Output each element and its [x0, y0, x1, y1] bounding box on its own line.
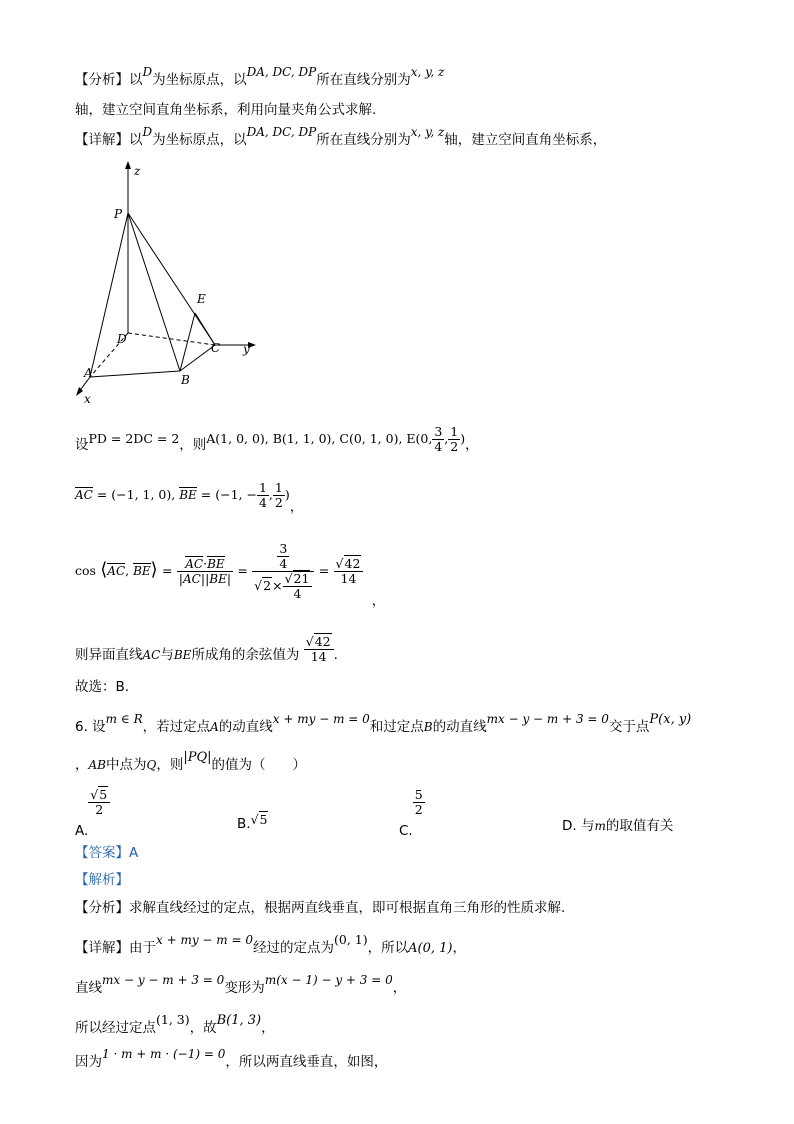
label-D: D: [117, 332, 127, 346]
line2-transform: 直线mx − y − m + 3 = 0变形为m(x − 1) − y + 3 = 0，: [75, 973, 407, 996]
cosine-formula: cos ⟨AC, BE⟩ = $\frac{AC\cdot BE}{|AC||BE|}$ = $\frac{3}{4}$ √2× $\frac{√21}{4}$ = $\frac{√42}{14}$ ，: [75, 540, 386, 609]
label-E: E: [197, 292, 206, 306]
detail-tag: 【详解】: [75, 132, 129, 148]
choose-line: 故选：B.: [75, 679, 130, 695]
label-P: P: [114, 207, 123, 221]
option-d[interactable]: D. 与m的取值有关: [562, 818, 674, 834]
option-c[interactable]: C. $\frac{5}{2}$: [399, 787, 423, 839]
option-a[interactable]: A. $\frac{√5}{2}$: [75, 788, 110, 817]
vectors-line: AC = (−1, 1, 0), BE = (−1, − $\frac{1}{4}$ , $\frac{1}{2}$ )，: [75, 479, 304, 515]
label-y: y: [243, 342, 250, 356]
label-C: C: [211, 341, 221, 355]
label-z: z: [134, 164, 141, 178]
setup-line: 设PD = 2DC = 2，则A(1, 0, 0), B(1, 1, 0), C(0, 1, 0), E(0, $\frac{3}{4}$ , $\frac{1}{2}$ )，: [75, 423, 479, 454]
label-x: x: [84, 392, 91, 406]
option-b[interactable]: B.√5: [237, 812, 268, 832]
question-6-line2: ，AB中点为Q，则|PQ|的值为（ ）: [75, 750, 306, 773]
analysis1-line2: 轴，建立空间直角坐标系，利用向量夹角公式求解.: [75, 102, 377, 118]
answer-line: 【答案】A: [75, 845, 139, 861]
jiexi-line: 【解析】: [75, 872, 129, 888]
pyramid-figure: [70, 155, 270, 410]
detail1-line: 【详解】以D为坐标原点，以DA, DC, DP所在直线分别为x, y, z轴，建立空间直角坐标系，: [75, 125, 607, 148]
label-A: A: [84, 366, 93, 380]
line4-perpendicular: 因为1 · m + m · (−1) = 0，所以两直线垂直，如图，: [75, 1047, 388, 1070]
conclusion-line: 则异面直线AC与BE所成角的余弦值为 $\frac{√42}{14}$ .: [75, 633, 338, 664]
label-B: B: [181, 373, 190, 387]
analysis2-line: 【分析】求解直线经过的定点，根据两直线垂直，即可根据直角三角形的性质求解.: [75, 900, 566, 916]
question-6-line1: 6. 设m ∈ R，若过定点A的动直线x + my − m = 0和过定点B的动直线mx − y − m + 3 = 0交于点P(x, y): [75, 712, 692, 735]
line3-fixed-point: 所以经过定点(1, 3)，故B(1, 3)，: [75, 1012, 275, 1036]
detail2-line: 【详解】由于x + my − m = 0经过的定点为(0, 1)，所以A(0, 1)，: [75, 932, 466, 956]
analysis1-line1: 【分析】以D为坐标原点，以DA, DC, DP所在直线分别为x, y, z: [75, 65, 445, 88]
analysis-tag: 【分析】: [75, 72, 129, 88]
